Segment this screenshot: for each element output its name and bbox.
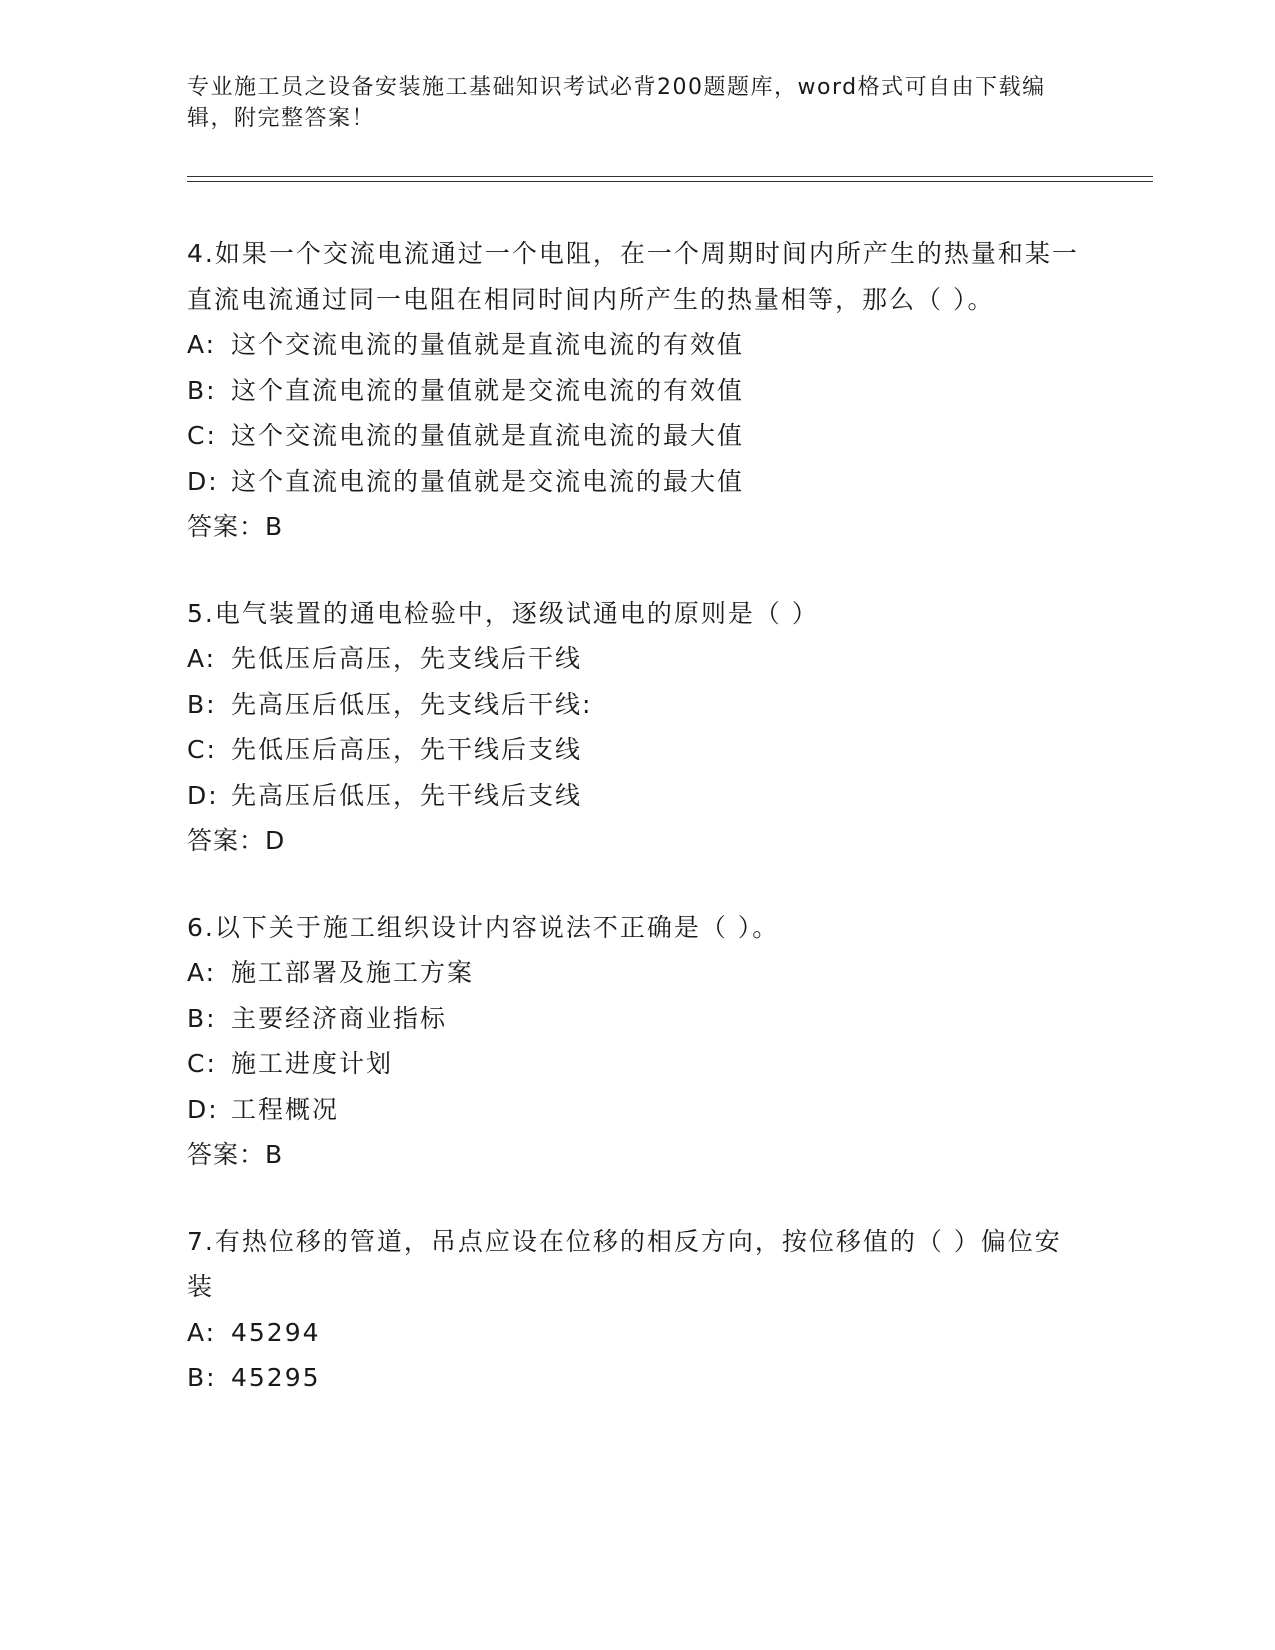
option-letter: A: [187,644,217,673]
question-7 [187,1219,1087,1401]
option-letter: A: [187,1317,217,1347]
question-list [187,231,1087,1401]
option-text: 工程概况 [231,1094,340,1124]
option-letter: B: [187,689,217,719]
option-letter: D: [187,466,219,496]
question-5 [187,591,1087,864]
question-stem: 5.电气装置的通电检验中，逐级试通电的原则是（ ） [187,598,819,628]
option-c [187,413,1087,459]
option-letter: C: [187,735,217,764]
option-text: 先高压后低压，先干线后支线 [231,780,583,810]
option-a [187,1310,1087,1356]
option-b [187,996,1087,1042]
option-c [187,727,1087,773]
document-header: 专业施工员之设备安装施工基础知识考试必背200题题库，word格式可自由下载编辑，附完整答案！ [187,75,1046,131]
option-text: 主要经济商业指标 [231,1003,448,1033]
option-letter: B: [187,375,217,405]
option-letter: C: [187,421,217,450]
option-text: 施工部署及施工方案 [231,958,475,987]
option-text: 先高压后低压，先支线后干线: [231,689,593,719]
option-b [187,1355,1087,1401]
option-letter: A: [187,958,217,987]
option-letter: A: [187,330,217,359]
option-d [187,1087,1087,1133]
option-b [187,368,1087,414]
question-stem: 4.如果一个交流电流通过一个电阻，在一个周期时间内所产生的热量和某一直流电流通过同一电阻在相同时间内所产生的热量相等，那么（ ）。 [187,239,1079,314]
option-b [187,682,1087,728]
option-a [187,322,1087,368]
header-divider-top [187,176,1153,177]
option-text: 这个交流电流的量值就是直流电流的有效值 [231,330,745,359]
header-divider-bottom [187,181,1153,182]
option-text: 这个交流电流的量值就是直流电流的最大值 [231,421,745,450]
option-letter: D: [187,780,219,810]
question-4 [187,231,1087,550]
option-letter: D: [187,1094,219,1124]
answer-line: 答案：D [187,826,286,855]
option-letter: B: [187,1363,217,1392]
option-letter: B: [187,1003,217,1033]
option-text: 先低压后高压，先支线后干线 [231,644,583,673]
option-text: 这个直流电流的量值就是交流电流的最大值 [231,466,745,496]
question-stem: 7.有热位移的管道，吊点应设在位移的相反方向，按位移值的（ ）偏位安装 [187,1226,1062,1301]
option-letter: C: [187,1049,217,1078]
option-d [187,459,1087,505]
option-text: 这个直流电流的量值就是交流电流的有效值 [231,375,745,405]
question-6 [187,905,1087,1178]
option-text: 45294 [231,1317,321,1347]
option-c [187,1041,1087,1087]
answer-line: 答案：B [187,1140,284,1169]
option-text: 45295 [231,1363,321,1392]
answer-line: 答案：B [187,512,284,541]
question-stem: 6.以下关于施工组织设计内容说法不正确是（ ）。 [187,912,780,942]
option-text: 施工进度计划 [231,1049,394,1078]
option-a [187,950,1087,996]
option-text: 先低压后高压，先干线后支线 [231,735,583,764]
option-d [187,773,1087,819]
option-a [187,636,1087,682]
